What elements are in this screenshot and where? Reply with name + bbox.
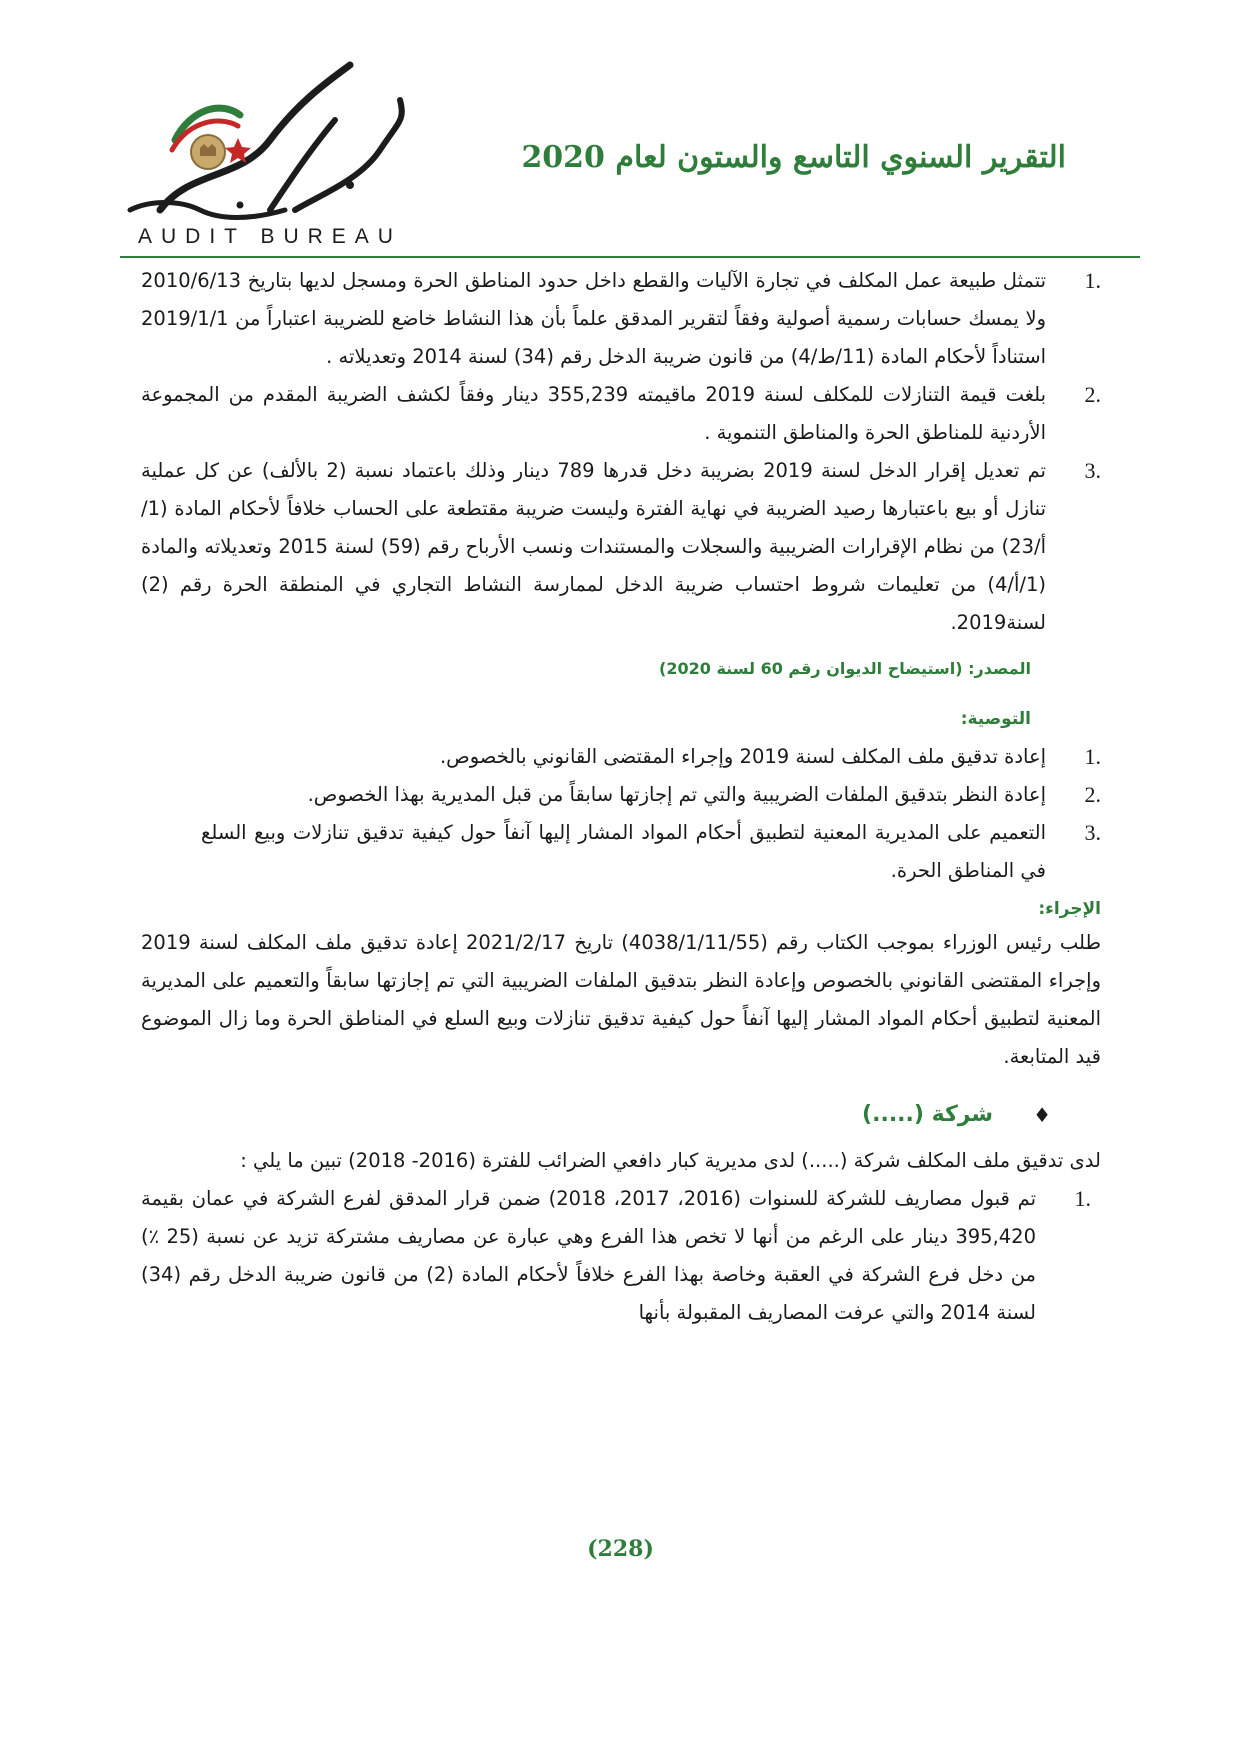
diamond-bullet-icon: ♦	[1033, 1103, 1051, 1127]
recommendation-number: .2	[1084, 782, 1101, 807]
recommendation-item	[141, 814, 1101, 890]
action-label: الإجراء:	[1038, 899, 1101, 919]
page-number: (228)	[587, 1536, 654, 1562]
finding-text: تتمثل طبيعة عمل المكلف في تجارة الآليات والقطع داخل حدود المناطق الحرة ومسجل لديها بتاريخ 2010/6/13 ولا يمسك حسابات رسمية أصولية وفقاً لتقرير المدقق علماً بأن هذا النشاط خاضع للضريبة اعتباراً من 2019/1/1 استناداً لأحكام المادة (11/ط/4) من قانون ضريبة الدخل رقم (34) لسنة 2014 وتعديلاته .	[141, 269, 1046, 368]
company-heading	[141, 1096, 1101, 1134]
finding-item	[141, 452, 1101, 642]
recommendation-list	[141, 738, 1101, 890]
recommendation-text: إعادة تدقيق ملف المكلف لسنة 2019 وإجراء المقتضى القانوني بالخصوص.	[439, 745, 1046, 768]
source-note: المصدر: (استيضاح الديوان رقم 60 لسنة 2020)	[659, 659, 1031, 678]
company-title: شركة (.....)	[862, 1102, 994, 1127]
company-findings-list	[141, 1180, 1091, 1332]
recommendation-label: التوصية:	[960, 709, 1031, 729]
finding-item	[141, 262, 1101, 376]
company-finding-text: تم قبول مصاريف للشركة للسنوات (2016، 2017، 2018) ضمن قرار المدقق لفرع الشركة في عمان بقيمة 395,420 دينار على الرغم من أنها لا تخص هذا الفرع وهي عبارة عن مصاريف مشتركة تزيد عن نسبة (25 ٪) من دخل فرع الشركة في العقبة وخاصة بهذا الفرع خلافاً لأحكام المادة (2) من قانون ضريبة الدخل رقم (34) لسنة 2014 والتي عرفت المصاريف المقبولة بأنها	[141, 1187, 1037, 1324]
recommendation-text: إعادة النظر بتدقيق الملفات الضريبية والتي تم إجازتها سابقاً من قبل المديرية بهذا الخصوص.	[307, 783, 1046, 806]
company-intro: لدى تدقيق ملف المكلف شركة (.....) لدى مديرية كبار دافعي الضرائب للفترة (2016- 2018) تبين ما يلي :	[240, 1149, 1101, 1172]
action-paragraph: طلب رئيس الوزراء بموجب الكتاب رقم (4038/1/11/55) تاريخ 2021/2/17 إعادة تدقيق ملف المكلف لسنة 2019 وإجراء المقتضى القانوني بالخصوص وإعادة النظر بتدقيق الملفات الضريبية التي تم إجازتها سابقاً والتعميم على المديرية المعنية لتطبيق أحكام المواد المشار إليها آنفاً حول كيفية تدقيق تنازلات وبيع السلع في المناطق الحرة وما زال الموضوع قيد المتابعة.	[141, 931, 1101, 1068]
finding-text: بلغت قيمة التنازلات للمكلف لسنة 2019 ماقيمته 355,239 دينار وفقاً لكشف الضريبة المقدم من المجموعة الأردنية للمناطق الحرة والمناطق التنموية .	[141, 383, 1047, 444]
finding-number: .2	[1084, 382, 1101, 407]
page-header	[0, 0, 1241, 260]
finding-item	[141, 376, 1101, 452]
finding-text: تم تعديل إقرار الدخل لسنة 2019 بضريبة دخل قدرها 789 دينار وذلك باعتماد نسبة (2 بالألف) عن كل عملية تنازل أو بيع باعتبارها رصيد الضريبة في نهاية الفترة وليست ضريبة مقتطعة على الحساب خلافاً لأحكام المادة (1/أ/23) من نظام الإقرارات الضريبية والسجلات والمستندات ونسب الأرباح رقم (59) لسنة 2015 وتعديلاته والمادة (1/أ/4) من تعليمات شروط احتساب ضريبة الدخل لممارسة النشاط التجاري في المنطقة الحرة رقم (2) لسنة2019.	[141, 459, 1046, 634]
page-content	[141, 262, 1101, 1332]
logo-caption: AUDIT BUREAU	[138, 225, 402, 248]
recommendation-item	[141, 776, 1101, 814]
findings-list	[141, 262, 1101, 642]
logo-emblem-icon	[120, 60, 420, 225]
recommendation-number: .3	[1084, 820, 1101, 845]
header-divider	[120, 256, 1140, 258]
company-finding-item	[141, 1180, 1091, 1332]
finding-number: .1	[1084, 268, 1101, 293]
finding-number: .3	[1084, 458, 1101, 483]
audit-bureau-logo	[120, 60, 420, 250]
report-title: التقرير السنوي التاسع والستون لعام 2020	[521, 140, 1066, 175]
recommendation-number: .1	[1084, 744, 1101, 769]
recommendation-item	[141, 738, 1101, 776]
recommendation-text: التعميم على المديرية المعنية لتطبيق أحكام المواد المشار إليها آنفاً حول كيفية تدقيق تنازلات وبيع السلع في المناطق الحرة.	[201, 821, 1046, 882]
company-finding-number: .1	[1074, 1186, 1091, 1211]
